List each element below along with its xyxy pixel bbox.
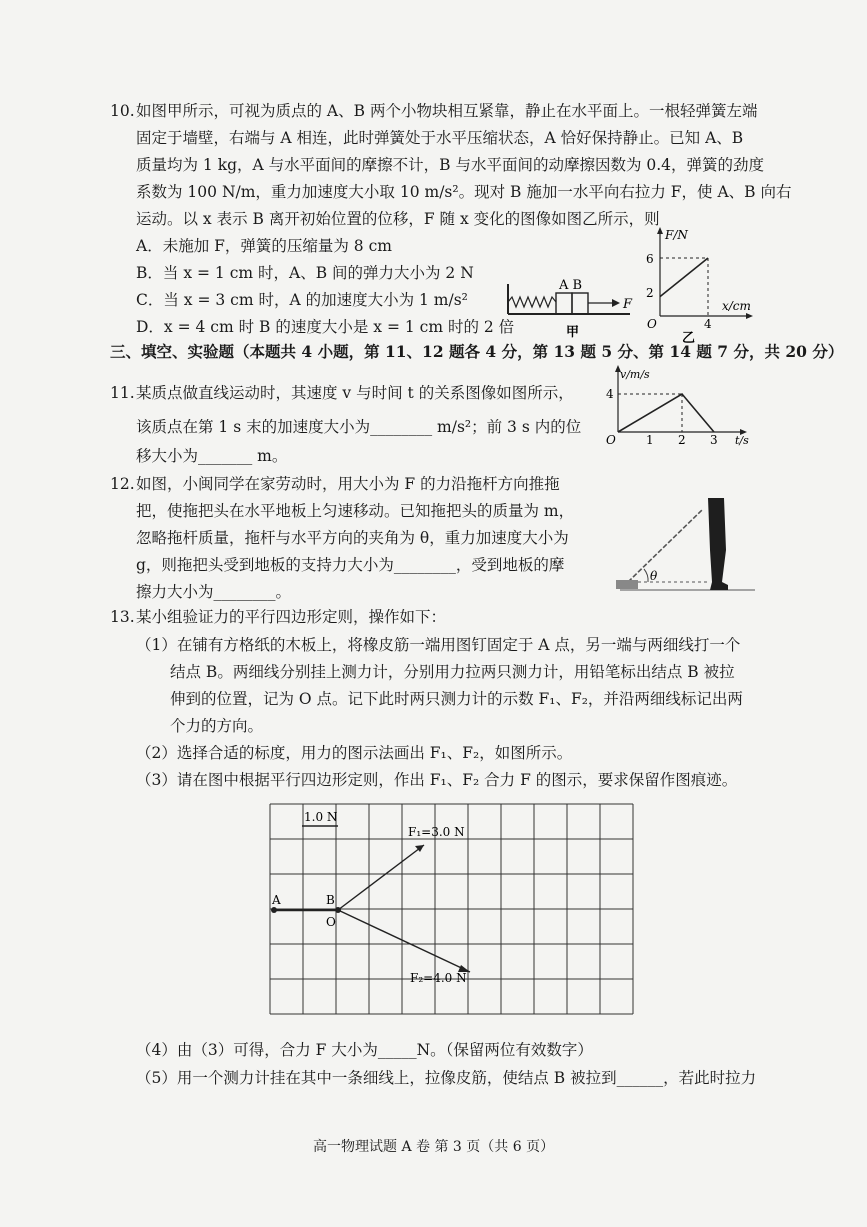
yi-xtick: 4: [704, 317, 712, 331]
q13-step1: 个力的方向。: [170, 717, 264, 735]
spring: [508, 297, 556, 307]
mop-angle: θ: [650, 569, 658, 583]
q11-line: 该质点在第 1 s 末的加速度大小为________ m/s²；前 3 s 内的位: [136, 418, 582, 436]
vt-xlabel: t/s: [735, 434, 749, 447]
q10-line: 运动。以 x 表示 B 离开初始位置的位移，F 随 x 变化的图像如图乙所示，则: [136, 210, 660, 228]
q11-number: 11.: [110, 384, 135, 402]
q10-line: 固定于墙壁，右端与 A 相连，此时弹簧处于水平压缩状态，A 恰好保持静止。已知 A、B: [136, 129, 744, 147]
q10-option-d: D．x = 4 cm 时 B 的速度大小是 x = 1 cm 时的 2 倍: [136, 318, 515, 336]
figure-jia: [500, 268, 635, 342]
point-a: [271, 907, 277, 913]
label-o: O: [326, 915, 336, 929]
q13-step4: （4）由（3）可得，合力 F 大小为_____N。（保留两位有效数字）: [136, 1041, 593, 1059]
person-legs: [708, 498, 728, 590]
f2-label: F₂=4.0 N: [410, 971, 467, 985]
mop-head: [616, 580, 638, 589]
q13-step1: 结点 B。两细线分别挂上测力计，分别用力拉两只测力计，用铅笔标出结点 B 被拉: [170, 663, 735, 681]
f2-arrow: [338, 910, 470, 972]
label-ab: A B: [559, 278, 583, 293]
q13-step1: 伸到的位置，记为 O 点。记下此时两只测力计的示数 F₁、F₂，并沿两细线标记出两: [170, 690, 743, 708]
label-force: F: [623, 297, 633, 312]
q12-line: 擦力大小为________。: [136, 583, 292, 601]
q12-line: 如图，小闽同学在家劳动时，用大小为 F 的力沿拖杆方向推拖: [136, 475, 560, 493]
q13-intro: 某小组验证力的平行四边形定则，操作如下：: [136, 608, 447, 626]
mop-handle: [628, 510, 702, 582]
q12-line: g，则拖把头受到地板的支持力大小为________，受到地板的摩: [136, 556, 565, 574]
q10-line: 系数为 100 N/m，重力加速度大小取 10 m/s²。现对 B 施加一水平向右拉力 F，使 A、B 向右: [136, 183, 792, 201]
caption-jia: 甲: [566, 325, 580, 340]
q10-option-b: B．当 x = 1 cm 时，A、B 间的弹力大小为 2 N: [136, 264, 474, 282]
label-a: A: [272, 893, 281, 907]
yi-xlabel: x/cm: [722, 299, 751, 313]
section-header: 三、填空、实验题（本题共 4 小题，第 11、12 题各 4 分，第 13 题 5 分、第 14 题 7 分，共 20 分）: [110, 342, 844, 361]
q10-number: 10.: [110, 102, 135, 120]
q10-option-a: A．未施加 F，弹簧的压缩量为 8 cm: [136, 237, 392, 255]
q12-line: 忽略拖杆质量，拖杆与水平方向的夹角为 θ，重力加速度大小为: [136, 529, 569, 547]
vt-xtick: 3: [710, 433, 718, 447]
vt-xtick: 1: [646, 433, 654, 447]
block-b: [572, 293, 588, 314]
q11-line: 某质点做直线运动时，其速度 v 与时间 t 的关系图像如图所示，: [136, 384, 574, 402]
vt-ylabel: v/m/s: [620, 368, 650, 381]
yi-ytick: 2: [646, 286, 654, 300]
q11-line: 移大小为_______ m。: [136, 447, 288, 465]
q10-option-c: C．当 x = 3 cm 时，A 的加速度大小为 1 m/s²: [136, 291, 468, 309]
caption-yi: 乙: [682, 331, 696, 344]
page-footer: 高一物理试题 A 卷 第 3 页（共 6 页）: [313, 1139, 555, 1155]
q13-number: 13.: [110, 608, 135, 626]
figure-vt: [600, 364, 758, 448]
figure-mop: [600, 490, 760, 602]
vt-xtick: 2: [678, 433, 686, 447]
force-grid: [262, 796, 642, 1028]
q13-step3: （3）请在图中根据平行四边形定则，作出 F₁、F₂ 合力 F 的图示，要求保留作图痕迹。: [136, 771, 738, 789]
label-b: B: [326, 893, 335, 907]
q13-step2: （2）选择合适的标度，用力的图示法画出 F₁、F₂，如图所示。: [136, 744, 573, 762]
block-a: [556, 293, 572, 314]
yi-ytick: 6: [646, 252, 654, 266]
f1-arrow: [338, 845, 424, 910]
q10-line: 质量均为 1 kg，A 与水平面间的摩擦不计，B 与水平面间的动摩擦因数为 0.4，弹簧的劲度: [136, 156, 765, 174]
vt-origin: O: [606, 433, 616, 447]
vt-ytick: 4: [606, 387, 614, 401]
yi-origin: O: [647, 317, 657, 331]
grid-scale: 1.0 N: [304, 810, 338, 824]
q12-line: 把，使拖把头在水平地板上匀速移动。已知拖把头的质量为 m，: [136, 502, 575, 520]
f1-label: F₁=3.0 N: [408, 825, 465, 839]
yi-ylabel: F/N: [665, 228, 688, 242]
q13-step5: （5）用一个测力计挂在其中一条细线上，拉像皮筋，使结点 B 被拉到______，若此时拉力: [136, 1069, 757, 1087]
yi-series-line: [660, 258, 708, 297]
q10-line: 如图甲所示，可视为质点的 A、B 两个小物块相互紧靠，静止在水平面上。一根轻弹簧左端: [136, 102, 758, 120]
q13-step1: （1）在铺有方格纸的木板上，将橡皮筋一端用图钉固定于 A 点，另一端与两细线打一个: [136, 636, 741, 654]
figure-yi: [634, 226, 756, 344]
q12-number: 12.: [110, 475, 135, 493]
vt-series-line: [618, 394, 714, 432]
